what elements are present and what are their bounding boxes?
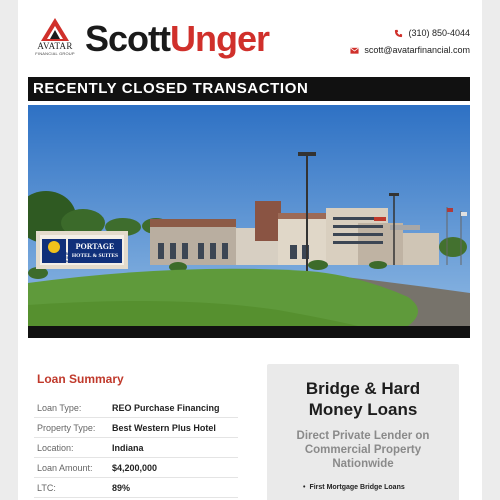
row-value: REO Purchase Financing — [112, 402, 220, 413]
row-label: Property Type: — [37, 422, 96, 433]
loan-row-property — [34, 418, 238, 438]
loan-row-location — [34, 438, 238, 458]
logo-subtitle: FINANCIAL GROUP — [35, 51, 75, 56]
panel-sub-line-1: Direct Private Lender on — [296, 430, 430, 442]
panel-sub-line-3: Nationwide — [332, 458, 394, 470]
section-banner: RECENTLY CLOSED TRANSACTION — [28, 77, 470, 101]
row-label: Loan Type: — [37, 402, 82, 413]
row-value: Best Western Plus Hotel — [112, 422, 216, 433]
sign-line-2: HOTEL & SUITES — [71, 253, 119, 259]
row-label: Location: — [37, 442, 74, 453]
loan-products-list — [303, 484, 405, 491]
loan-summary-title: Loan Summary — [37, 372, 124, 386]
row-value: Indiana — [112, 442, 144, 453]
loan-row-ltc — [34, 478, 238, 498]
photo-divider — [28, 326, 470, 338]
row-value: $4,200,000 — [112, 462, 158, 473]
row-label: LTC: — [37, 482, 56, 493]
envelope-icon — [350, 46, 359, 55]
row-value: 89% — [112, 482, 131, 493]
phone-contact[interactable] — [394, 28, 470, 38]
phone-icon — [394, 29, 403, 38]
panel-heading-line-2: Money Loans — [308, 400, 418, 419]
loan-row-type — [34, 398, 238, 418]
phone-number: (310) 850-4044 — [408, 28, 470, 38]
panel-heading — [267, 378, 459, 420]
brand-last-name: Unger — [170, 18, 270, 59]
email-contact[interactable] — [350, 45, 470, 55]
loan-products-panel — [267, 364, 459, 500]
panel-subheading — [267, 429, 459, 471]
loan-summary-table — [34, 398, 238, 498]
list-item: • First Mortgage Bridge Loans — [303, 484, 405, 491]
sign-text: BEST WESTERN PLUS — [61, 252, 79, 264]
panel-heading-line-1: Bridge & Hard — [305, 379, 421, 398]
logo-wordmark: AVATAR — [37, 41, 73, 51]
email-address: scott@avatarfinancial.com — [364, 45, 470, 55]
sign-line-1: PORTAGE — [75, 242, 115, 251]
brand-first-name: Scott — [85, 18, 170, 59]
hotel-photo — [28, 105, 470, 326]
panel-sub-line-2: Commercial Property — [304, 444, 422, 456]
row-label: Loan Amount: — [37, 462, 93, 473]
loan-row-amount — [34, 458, 238, 478]
brand-name — [85, 17, 269, 61]
